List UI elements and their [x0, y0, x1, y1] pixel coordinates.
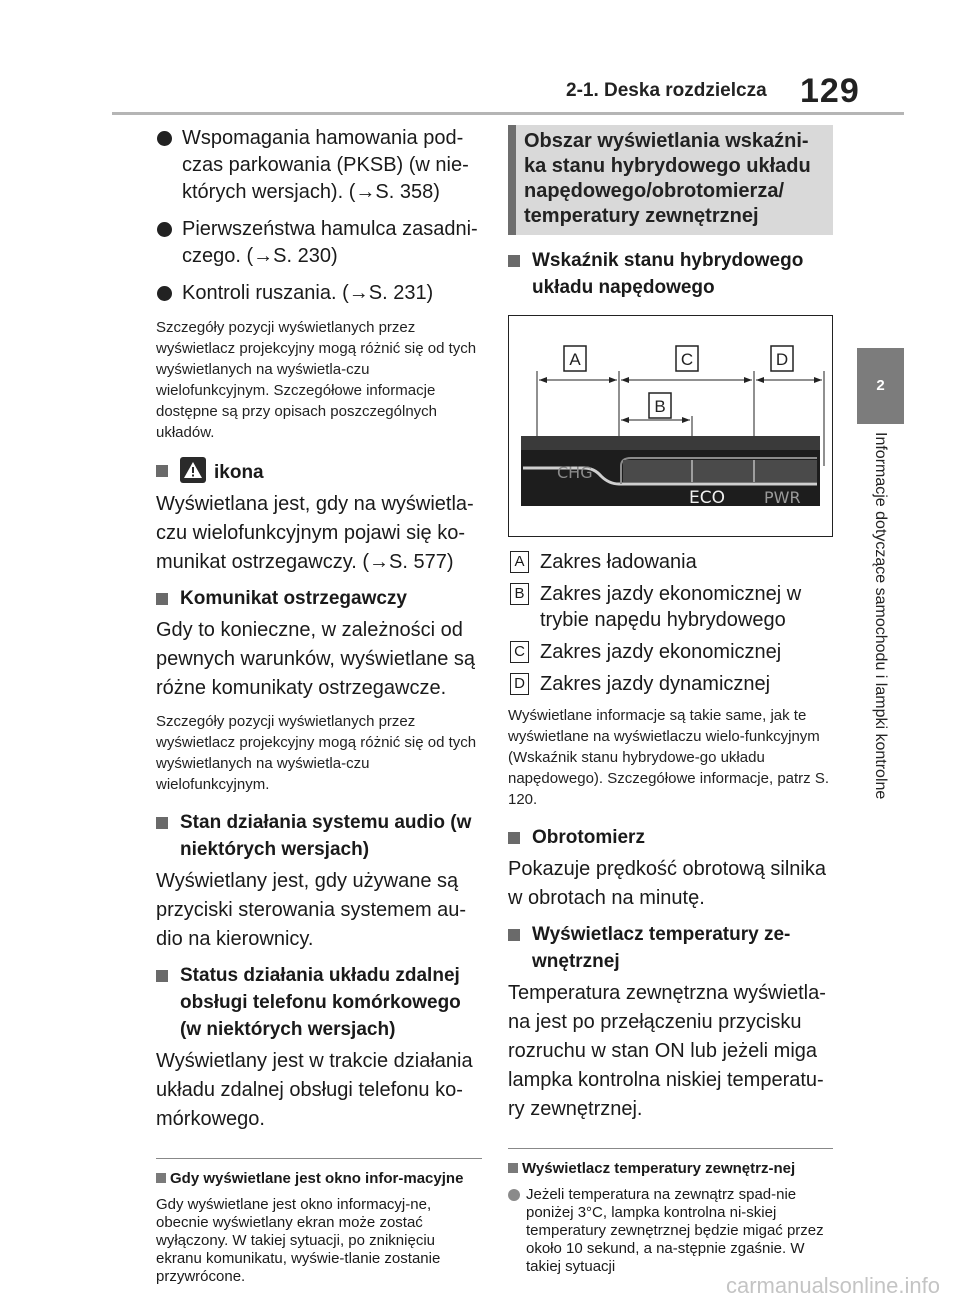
info-heading [156, 1169, 482, 1188]
bullet-icon [508, 1189, 520, 1201]
heading-text: Gdy wyświetlane jest okno infor-macyjne [170, 1170, 464, 1187]
label-c: C [680, 350, 694, 369]
list-item [156, 125, 482, 206]
info-heading [508, 1159, 833, 1178]
hybrid-indicator-figure [508, 315, 833, 537]
note-text: Wyświetlane informacje są takie same, jak te wyświetlane na wyświetlaczu wielo-funkcyjnym (Wskaźnik stanu hybrydowe-go układu napędowego). Szczegółowe informacje, patrz S. 120. [508, 707, 830, 808]
list-item-text: Wspomagania hamowania pod-czas parkowania (PKSB) (w nie-których wersjach). (→S. 358) [182, 127, 469, 203]
info-bullet-text: Jeżeli temperatura na zewnątrz spad-nie poniżej 3°C, lampka kontrolna ni-skiej temperatury zewnętrznej będzie migać przez około 10 sekund, a na-stępnie zgaśnie. W takiej sytuacji [526, 1186, 824, 1275]
hybrid-indicator-illustration [509, 316, 832, 534]
heading-text: Wskaźnik stanu hybrydowego układu napędowego [532, 250, 804, 298]
legend-item [508, 581, 833, 633]
heading-text: Stan działania systemu audio (w niektórych wersjach) [180, 812, 472, 860]
square-bullet-icon [156, 465, 168, 477]
legend-item [508, 639, 833, 665]
info-bullet [508, 1186, 833, 1276]
label-d: D [775, 350, 789, 369]
paragraph: Wyświetlany jest, gdy używane są przyciski sterowania systemem au-dio na kierownicy. [156, 870, 467, 950]
heading-text: Wyświetlacz temperatury zewnętrz-nej [522, 1160, 796, 1177]
page-number: 129 [800, 72, 860, 110]
info-text: Gdy wyświetlane jest okno informacyj-ne, obecnie wyświetlany ekran może zostać wyłączony. W takiej sytuacji, po zniknięciu ekranu komunikatu, wyświe-tlanie zostanie przywrócone. [156, 1196, 441, 1285]
paragraph: Wyświetlany jest w trakcie działania układu zdalnej obsługi telefonu ko-mórkowego. [156, 1050, 473, 1130]
paragraph: Wyświetlana jest, gdy na wyświetla-czu wielofunkcyjnym pojawi się ko-munikat ostrzegawczy. (→S. 577) [156, 493, 474, 573]
pwr-label: PWR [764, 488, 801, 507]
chapter-title: Informacje dotyczące samochodu i lampki kontrolne [872, 432, 889, 800]
chapter-number: 2 [876, 377, 885, 394]
bullet-icon [157, 286, 172, 301]
heading-text: Wyświetlacz temperatury ze-wnętrznej [532, 924, 791, 972]
info-box [156, 1158, 482, 1286]
square-bullet-icon [508, 929, 520, 941]
left-column [156, 125, 482, 1286]
legend-text: Zakres jazdy ekonomicznej w trybie napędu hybrydowego [540, 583, 802, 631]
legend-text: Zakres jazdy ekonomicznej [540, 641, 782, 663]
section-title: 2-1. Deska rozdzielcza [566, 80, 767, 101]
section-heading-box: Obszar wyświetlania wskaźni-ka stanu hybrydowego układu napędowego/obrotomierza/ temperatury zewnętrznej [508, 125, 833, 235]
chapter-tab [857, 348, 904, 424]
legend-key: A [510, 551, 529, 573]
legend-key: D [510, 673, 529, 695]
square-bullet-icon [508, 832, 520, 844]
bullet-icon [157, 131, 172, 146]
warning-heading [156, 585, 482, 612]
square-bullet-icon [508, 1163, 518, 1173]
temp-heading [508, 921, 833, 975]
legend-key: B [510, 583, 529, 605]
legend-key: C [510, 641, 529, 663]
square-bullet-icon [156, 817, 168, 829]
label-a: A [569, 350, 581, 369]
square-bullet-icon [508, 255, 520, 267]
paragraph: Temperatura zewnętrzna wyświetla-na jest po przełączeniu przycisku rozruchu w stan ON lub jeżeli miga lampka kontrolna niskiej temperatu-ry zewnętrznej. [508, 982, 826, 1120]
watermark: carmanualsonline.info [725, 1273, 940, 1298]
icon-heading [156, 457, 482, 486]
heading-text: Obrotomierz [532, 827, 645, 848]
bullet-icon [157, 222, 172, 237]
phone-heading [156, 962, 482, 1043]
chg-label: CHG [557, 463, 593, 482]
list-item-text: Kontroli ruszania. (→S. 231) [182, 282, 434, 304]
label-b: B [654, 397, 666, 416]
paragraph: Pokazuje prędkość obrotową silnika w obrotach na minutę. [508, 858, 826, 909]
list-item [156, 216, 482, 270]
legend-item [508, 671, 833, 697]
right-column [508, 125, 833, 1276]
list-item-text: Pierwszeństwa hamulca zasadni-czego. (→S. 230) [182, 218, 478, 267]
hybrid-heading [508, 247, 833, 301]
legend-text: Zakres ładowania [540, 551, 697, 573]
paragraph: Gdy to konieczne, w zależności od pewnych warunków, wyświetlane są różne komunikaty ostrzegawcze. [156, 619, 476, 699]
warning-triangle-icon [180, 457, 206, 483]
heading-text: Komunikat ostrzegawczy [180, 588, 407, 609]
eco-label: ECO [689, 488, 725, 508]
header-divider [112, 112, 904, 115]
note-text: Szczegóły pozycji wyświetlanych przez wyświetlacz projekcyjny mogą różnić się od tych wyświetlanych na wyświetla-czu wielofunkcyjnym. Szczegółowe informacje dostępne są przy opisach poszczególnych układów. [156, 319, 477, 441]
note-text: Szczegóły pozycji wyświetlanych przez wyświetlacz projekcyjny mogą różnić się od tych wyświetlanych na wyświetla-czu wielofunkcyjnym. [156, 713, 477, 793]
square-bullet-icon [156, 593, 168, 605]
square-bullet-icon [156, 1173, 166, 1183]
tacho-heading [508, 824, 833, 851]
audio-heading [156, 809, 482, 863]
legend-item [508, 549, 833, 575]
square-bullet-icon [156, 970, 168, 982]
info-box [508, 1148, 833, 1276]
heading-text: ikona [214, 462, 264, 483]
list-item [156, 280, 482, 307]
heading-text: Status działania układu zdalnej obsługi telefonu komórkowego (w niektórych wersjach) [180, 965, 461, 1040]
legend-text: Zakres jazdy dynamicznej [540, 673, 771, 695]
